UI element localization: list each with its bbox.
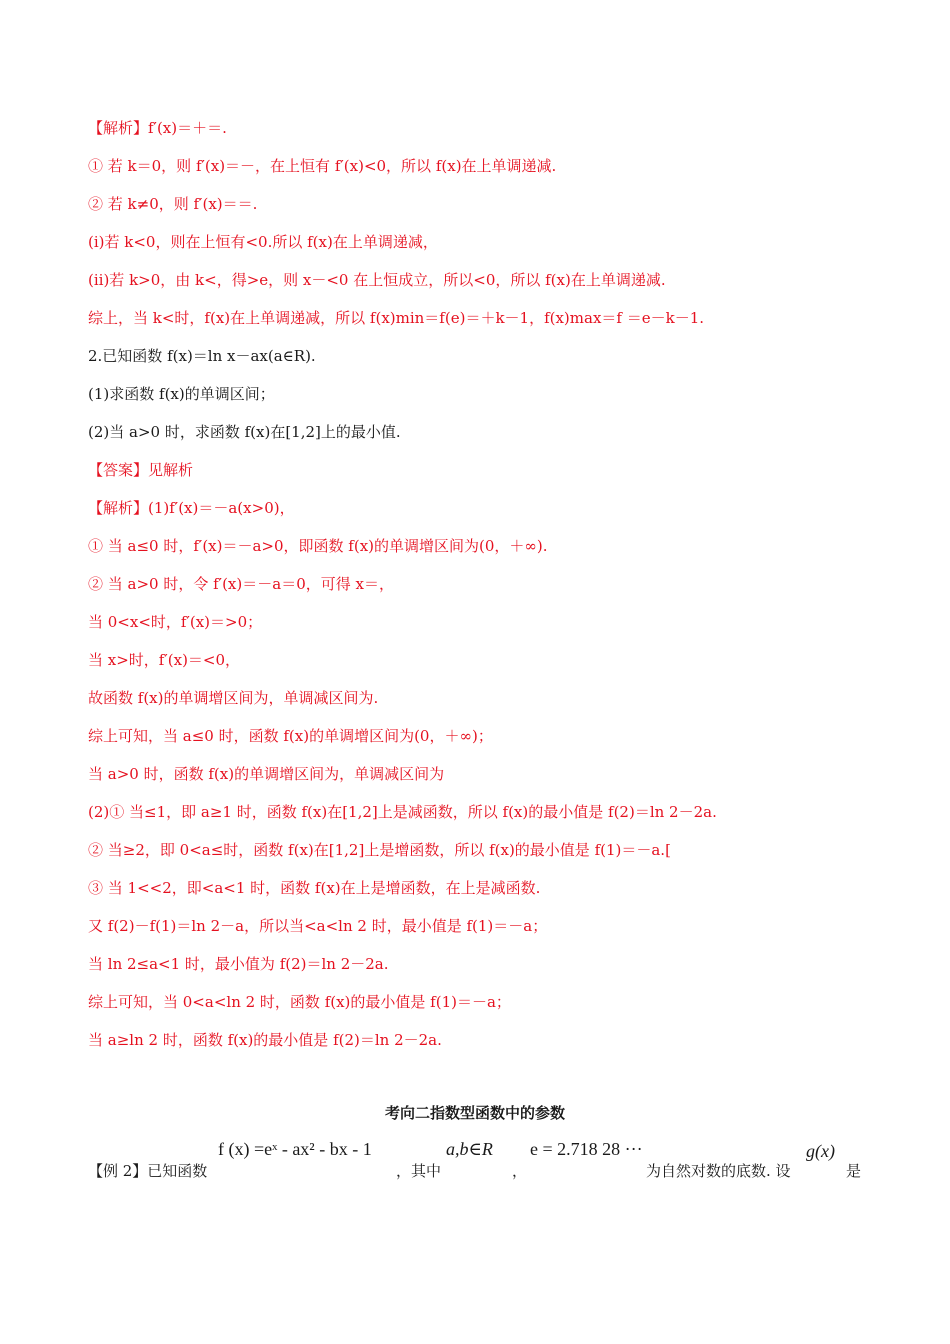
example-text-2: ， [512, 1162, 528, 1180]
text-line: 【解析】(1)f′(x)＝－a(x>0)， [88, 499, 295, 517]
section-title: 考向二指数型函数中的参数 [384, 1104, 565, 1122]
text-line: ① 当 a≤0 时，f′(x)＝－a>0，即函数 f(x)的单调增区间为(0，＋∞). [88, 537, 548, 555]
formula-ab: a,b∈R [446, 1139, 493, 1159]
text-line: ② 当≥2，即 0<a≤时，函数 f(x)在[1,2]上是增函数，所以 f(x)的最小值是 f(1)＝－a.[ [88, 841, 671, 859]
text-line: 当 a≥ln 2 时，函数 f(x)的最小值是 f(2)＝ln 2－2a. [88, 1031, 442, 1049]
text-line: (2)① 当≤1，即 a≥1 时，函数 f(x)在[1,2]上是减函数，所以 f(x)的最小值是 f(2)＝ln 2－2a. [88, 803, 717, 821]
formula-f: f (x) =eˣ - ax² - bx - 1 [218, 1139, 372, 1159]
text-line: ② 当 a>0 时，令 f′(x)＝－a＝0，可得 x＝， [88, 575, 394, 593]
text-line: (1)求函数 f(x)的单调区间； [88, 385, 275, 403]
text-line: 故函数 f(x)的单调增区间为，单调减区间为. [88, 689, 379, 707]
text-line: 当 0<x<时，f′(x)＝>0； [88, 613, 263, 631]
formula-g: g(x) [806, 1141, 835, 1161]
example-text-3: 为自然对数的底数. 设 [646, 1162, 791, 1180]
text-line: 当 x>时，f′(x)＝<0， [88, 651, 241, 669]
text-line: ③ 当 1<<2，即<a<1 时，函数 f(x)在上是增函数，在上是减函数. [88, 879, 541, 897]
text-line: (ⅱ)若 k>0，由 k<，得>e，则 x－<0 在上恒成立，所以<0，所以 f(x)在上单调递减. [88, 271, 666, 289]
text-line: (2)当 a>0 时，求函数 f(x)在[1,2]上的最小值. [88, 423, 401, 441]
text-line: ② 若 k≠0，则 f′(x)＝＝. [88, 195, 258, 213]
text-line: (ⅰ)若 k<0，则在上恒有<0.所以 f(x)在上单调递减， [88, 233, 438, 251]
text-line: 综上可知，当 0<a<ln 2 时，函数 f(x)的最小值是 f(1)＝－a； [88, 993, 511, 1011]
text-line: 综上，当 k<时，f(x)在上单调递减，所以 f(x)min＝f(e)＝＋k－1，f(x)max＝f ＝e－k－1. [88, 309, 705, 327]
text-line: 综上可知，当 a≤0 时，函数 f(x)的单调增区间为(0，＋∞)； [88, 727, 493, 745]
text-line: 当 ln 2≤a<1 时，最小值为 f(2)＝ln 2－2a. [88, 955, 389, 973]
formula-e: e = 2.718 28 ··· [530, 1139, 643, 1159]
example-suffix: 是 [846, 1162, 862, 1180]
text-line: 又 f(2)－f(1)＝ln 2－a，所以当<a<ln 2 时，最小值是 f(1)＝－a； [88, 917, 548, 935]
text-line: 【答案】见解析 [88, 461, 194, 479]
text-line: 【解析】f′(x)＝＋＝. [88, 119, 227, 137]
text-line: 当 a>0 时，函数 f(x)的单调增区间为，单调减区间为 [88, 765, 445, 783]
text-line: ① 若 k＝0，则 f′(x)＝－，在上恒有 f′(x)<0，所以 f(x)在上单调递减. [88, 157, 557, 175]
text-line: 2.已知函数 f(x)＝ln x－ax(a∈R). [88, 347, 316, 365]
example-prefix: 【例 2】已知函数 [88, 1162, 208, 1180]
example-text-1: ，其中 [396, 1162, 442, 1180]
